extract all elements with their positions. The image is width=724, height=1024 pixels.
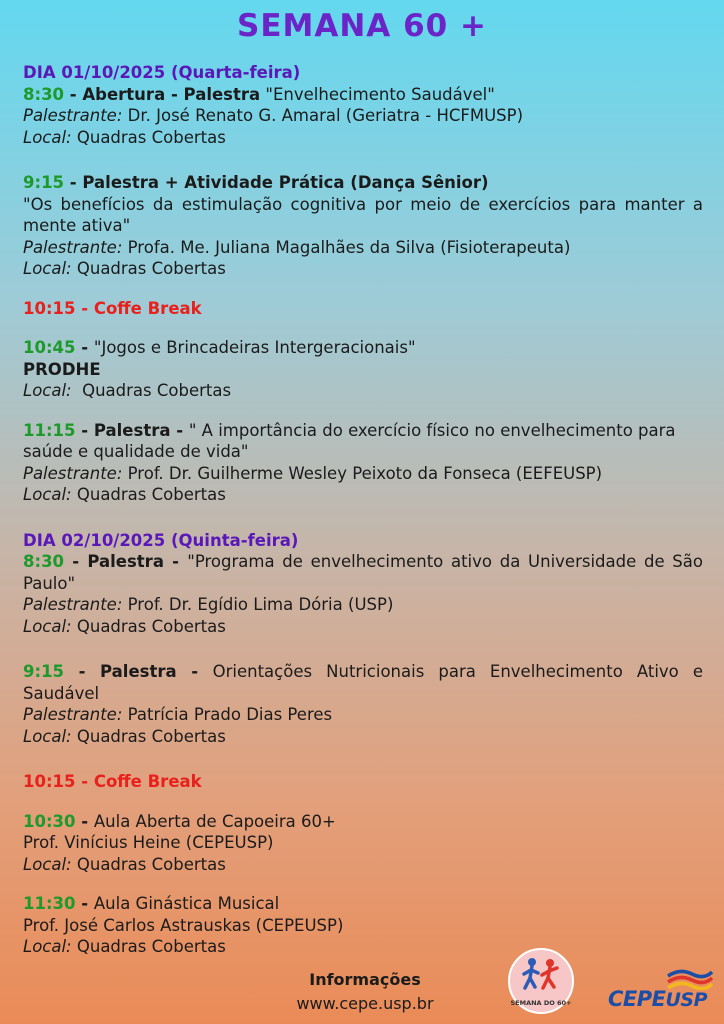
day2-session2-title (23, 661, 703, 704)
day2-session1-local (23, 616, 703, 638)
separator: - (64, 84, 83, 104)
speaker-name: Dr. José Renato G. Amaral (Geriatra - HCFMUSP) (122, 106, 524, 125)
cepe-logo-text-b: USP (665, 989, 708, 1011)
local-value: Quadras Cobertas (71, 726, 226, 746)
speaker-name: Patrícia Prado Dias Peres (122, 705, 333, 724)
session-text: "Jogos e Brincadeiras Intergeracionais" (93, 338, 416, 357)
footer-info (270, 968, 460, 1016)
speaker-name: Profa. Me. Juliana Magalhães da Silva (Fisioterapeuta) (122, 237, 571, 257)
day2-session2-local (23, 726, 703, 748)
day1-session2-text: "Os benefícios da estimulação cognitiva por meio de exercícios para manter a mente ativa" (23, 194, 703, 235)
day1-session4-title (23, 420, 703, 463)
session-time: 11:30 (23, 894, 76, 913)
day2-session3-title (23, 811, 703, 833)
separator: - (75, 338, 94, 357)
local-value: Quadras Cobertas (71, 381, 232, 400)
session-time: 9:15 (23, 173, 65, 192)
local-label: Local: (23, 937, 72, 956)
local-label: Local: (23, 485, 72, 504)
local-label: Local: (23, 616, 72, 636)
speaker-label: Palestrante: (23, 463, 123, 483)
day2-session3-local (23, 854, 703, 876)
speaker-label: Palestrante: (23, 237, 123, 257)
speaker-name: Prof. Dr. Guilherme Wesley Peixoto da Fonseca (EEFEUSP) (122, 463, 603, 483)
local-value: Quadras Cobertas (71, 485, 226, 504)
day1-coffee-break: 10:15 - Coffe Break (23, 298, 202, 318)
day1-session2-title (23, 172, 703, 194)
day2-session4-local (23, 936, 703, 958)
day1-session1-speaker (23, 105, 703, 127)
day2-session1-title (23, 551, 703, 594)
day1-session4-speaker (23, 463, 703, 485)
local-label: Local: (23, 381, 72, 400)
day1-session3-title (23, 337, 703, 359)
local-label: Local: (23, 127, 72, 147)
info-label: Informações (309, 970, 421, 989)
local-value: Quadras Cobertas (71, 854, 226, 874)
session-text: "Programa de envelhecimento ativo da Universidade de São Paulo" (23, 552, 703, 593)
session-label: - Palestra - (64, 662, 213, 681)
session-time: 8:30 (23, 84, 65, 104)
speaker-label: Palestrante: (23, 705, 123, 724)
day1-session2-speaker (23, 237, 703, 259)
day2-session3-prof: Prof. Vinícius Heine (CEPEUSP) (23, 833, 274, 852)
speaker-name: Prof. Dr. Egídio Lima Dória (USP) (122, 595, 394, 614)
session-label: Abertura - Palestra (82, 84, 261, 104)
session-label: - Palestra - (64, 552, 188, 571)
day2-session2-speaker (23, 704, 703, 726)
day1-session1-local (23, 127, 703, 149)
local-value: Quadras Cobertas (71, 127, 226, 147)
cepe-logo-text-a: CEPE (608, 987, 666, 1011)
day1-header: DIA 01/10/2025 (Quarta-feira) (23, 63, 301, 82)
session-text: " A importância do exercício físico no envelhecimento para saúde e qualidade de vida" (23, 420, 676, 461)
day2-session1-speaker (23, 594, 703, 616)
separator: - (75, 811, 94, 831)
day2-header: DIA 02/10/2025 (Quinta-feira) (23, 530, 299, 550)
local-label: Local: (23, 854, 72, 874)
cepe-usp-logo (608, 968, 718, 1016)
day1-session1-title (23, 84, 703, 106)
page-title: SEMANA 60 + (237, 8, 487, 44)
session-time: 9:15 (23, 662, 65, 681)
day1-session4-local (23, 484, 703, 506)
session-time: 10:30 (23, 811, 76, 831)
separator: - (75, 894, 94, 913)
session-text: Aula Ginástica Musical (93, 894, 280, 913)
session-time: 10:45 (23, 338, 76, 357)
local-label: Local: (23, 726, 72, 746)
session-time: 11:15 (23, 420, 76, 440)
session-text: "Envelhecimento Saudável" (260, 84, 495, 104)
walking-people-icon (520, 956, 564, 992)
session-time: 8:30 (23, 552, 65, 571)
semana-60-logo (508, 948, 574, 1014)
speaker-label: Palestrante: (23, 106, 123, 125)
local-label: Local: (23, 259, 72, 278)
session-text: Aula Aberta de Capoeira 60+ (93, 811, 336, 831)
day2-session4-title (23, 893, 703, 915)
speaker-label: Palestrante: (23, 595, 123, 614)
schedule (23, 62, 703, 958)
session-text: Orientações Nutricionais para Envelhecimento Ativo e Saudável (23, 662, 703, 703)
local-value: Quadras Cobertas (71, 616, 226, 636)
local-value: Quadras Cobertas (71, 937, 226, 956)
day1-session2-local (23, 258, 703, 280)
day1-session3-local (23, 380, 703, 402)
day1-session3-org: PRODHE (23, 359, 101, 379)
session-label: - Palestra - (75, 420, 189, 440)
session-label: - Palestra + Atividade Prática (Dança Sênior) (64, 173, 489, 192)
day2-session4-prof: Prof. José Carlos Astrauskas (CEPEUSP) (23, 915, 344, 935)
cepe-logo-text (608, 987, 707, 1011)
local-value: Quadras Cobertas (71, 259, 226, 278)
semana-logo-text: SEMANA DO 60+ (510, 999, 572, 1007)
info-url[interactable]: www.cepe.usp.br (296, 994, 434, 1013)
day2-coffee-break: 10:15 - Coffe Break (23, 772, 202, 791)
